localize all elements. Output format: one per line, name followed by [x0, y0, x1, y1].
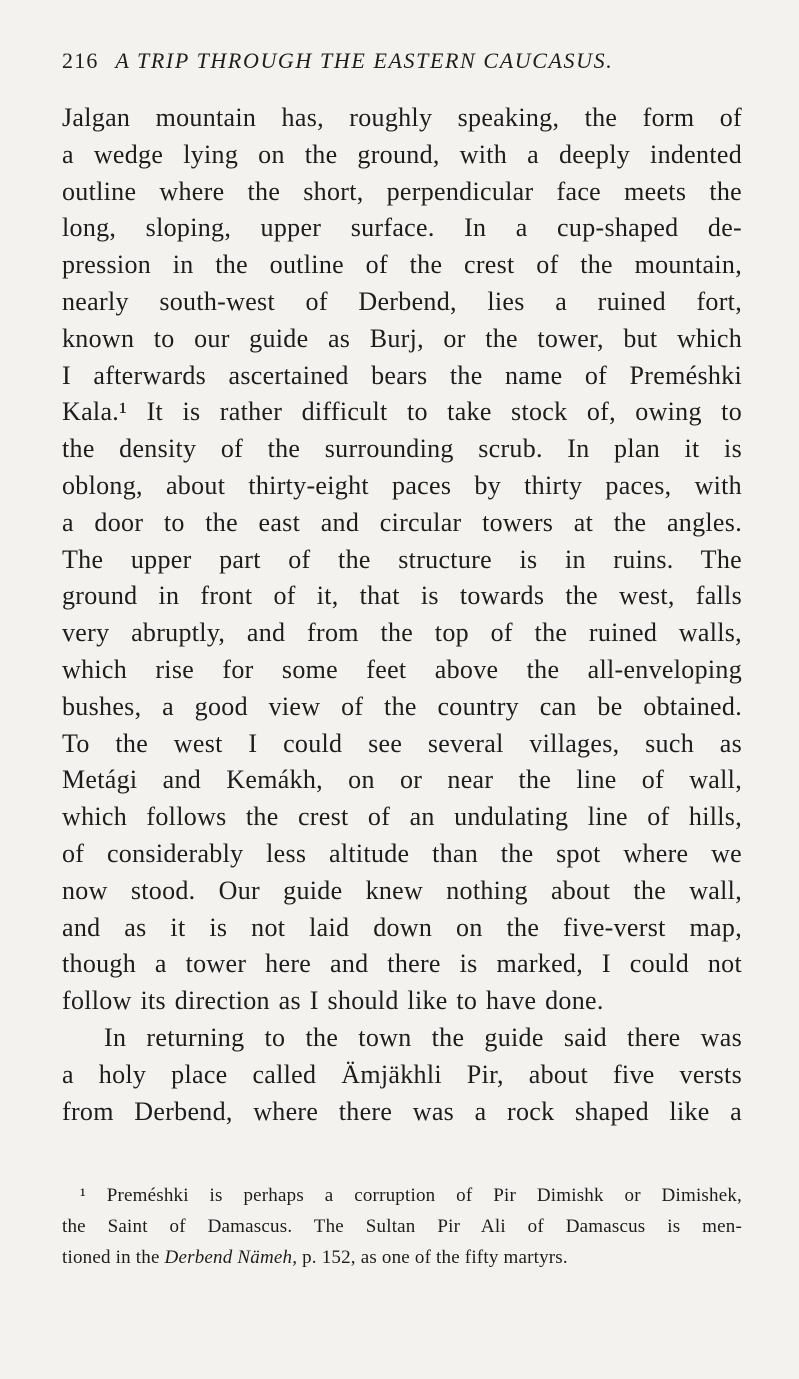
- text-line: very abruptly, and from the top of the ruined walls,: [62, 618, 742, 648]
- text-line: from Derbend, where there was a rock shaped like a: [62, 1096, 742, 1126]
- footnote-text: tioned in the: [62, 1247, 165, 1268]
- text-line: oblong, about thirty-eight paces by thirty paces, with: [62, 470, 742, 500]
- text-line: pression in the outline of the crest of the mountain,: [62, 250, 742, 280]
- text-line: I afterwards ascertained bears the name of Preméshki: [62, 360, 742, 390]
- text-line: now stood. Our guide knew nothing about the wall,: [62, 875, 742, 905]
- text-line: Jalgan mountain has, roughly speaking, the form of: [62, 103, 742, 132]
- text-line: the density of the surrounding scrub. In plan it is: [62, 434, 742, 464]
- text-line: follow its direction as I should like to have done.: [62, 986, 604, 1016]
- footnote-line: the Saint of Damascus. The Sultan Pir Ali of Damascus is men-: [62, 1216, 742, 1237]
- text-line: though a tower here and there is marked, I could not: [62, 949, 742, 979]
- paragraph-first-line: In returning to the town the guide said there was: [104, 1022, 742, 1052]
- text-line: and as it is not laid down on the five-verst map,: [62, 912, 742, 942]
- page-number: 216: [62, 48, 99, 73]
- text-line: ground in front of it, that is towards the west, falls: [62, 581, 742, 611]
- text-line: bushes, a good view of the country can be obtained.: [62, 691, 742, 721]
- running-title: A TRIP THROUGH THE EASTERN CAUCASUS.: [115, 48, 614, 73]
- footnote-text: p. 152, as one of the fifty martyrs.: [297, 1247, 568, 1268]
- text-line: a holy place called Ämjäkhli Pir, about five versts: [62, 1059, 742, 1089]
- text-line: a door to the east and circular towers at the angles.: [62, 507, 742, 537]
- footnote: [62, 1180, 742, 1273]
- text-line: which follows the crest of an undulating line of hills,: [62, 802, 742, 832]
- text-line: outline where the short, perpendicular face meets the: [62, 176, 742, 206]
- text-line: of considerably less altitude than the spot where we: [62, 838, 742, 868]
- text-line: Kala.¹ It is rather difficult to take stock of, owing to: [62, 397, 742, 427]
- text-line: Metági and Kemákh, on or near the line of wall,: [62, 765, 742, 795]
- text-line: which rise for some feet above the all-enveloping: [62, 654, 742, 684]
- footnote-book-title: Derbend Nämeh,: [164, 1247, 298, 1268]
- running-head: [62, 48, 742, 74]
- text-line: long, sloping, upper surface. In a cup-shaped de-: [62, 213, 742, 243]
- body-text: [62, 100, 742, 1130]
- text-line: known to our guide as Burj, or the tower, but which: [62, 323, 742, 353]
- footnote-line: ¹ Preméshki is perhaps a corruption of Pir Dimishk or Dimishek,: [80, 1185, 742, 1206]
- text-line: The upper part of the structure is in ruins. The: [62, 544, 742, 574]
- footnote-line: [62, 1242, 742, 1273]
- text-line: nearly south-west of Derbend, lies a ruined fort,: [62, 286, 742, 316]
- text-line: a wedge lying on the ground, with a deeply indented: [62, 139, 742, 169]
- text-line: To the west I could see several villages, such as: [62, 728, 742, 758]
